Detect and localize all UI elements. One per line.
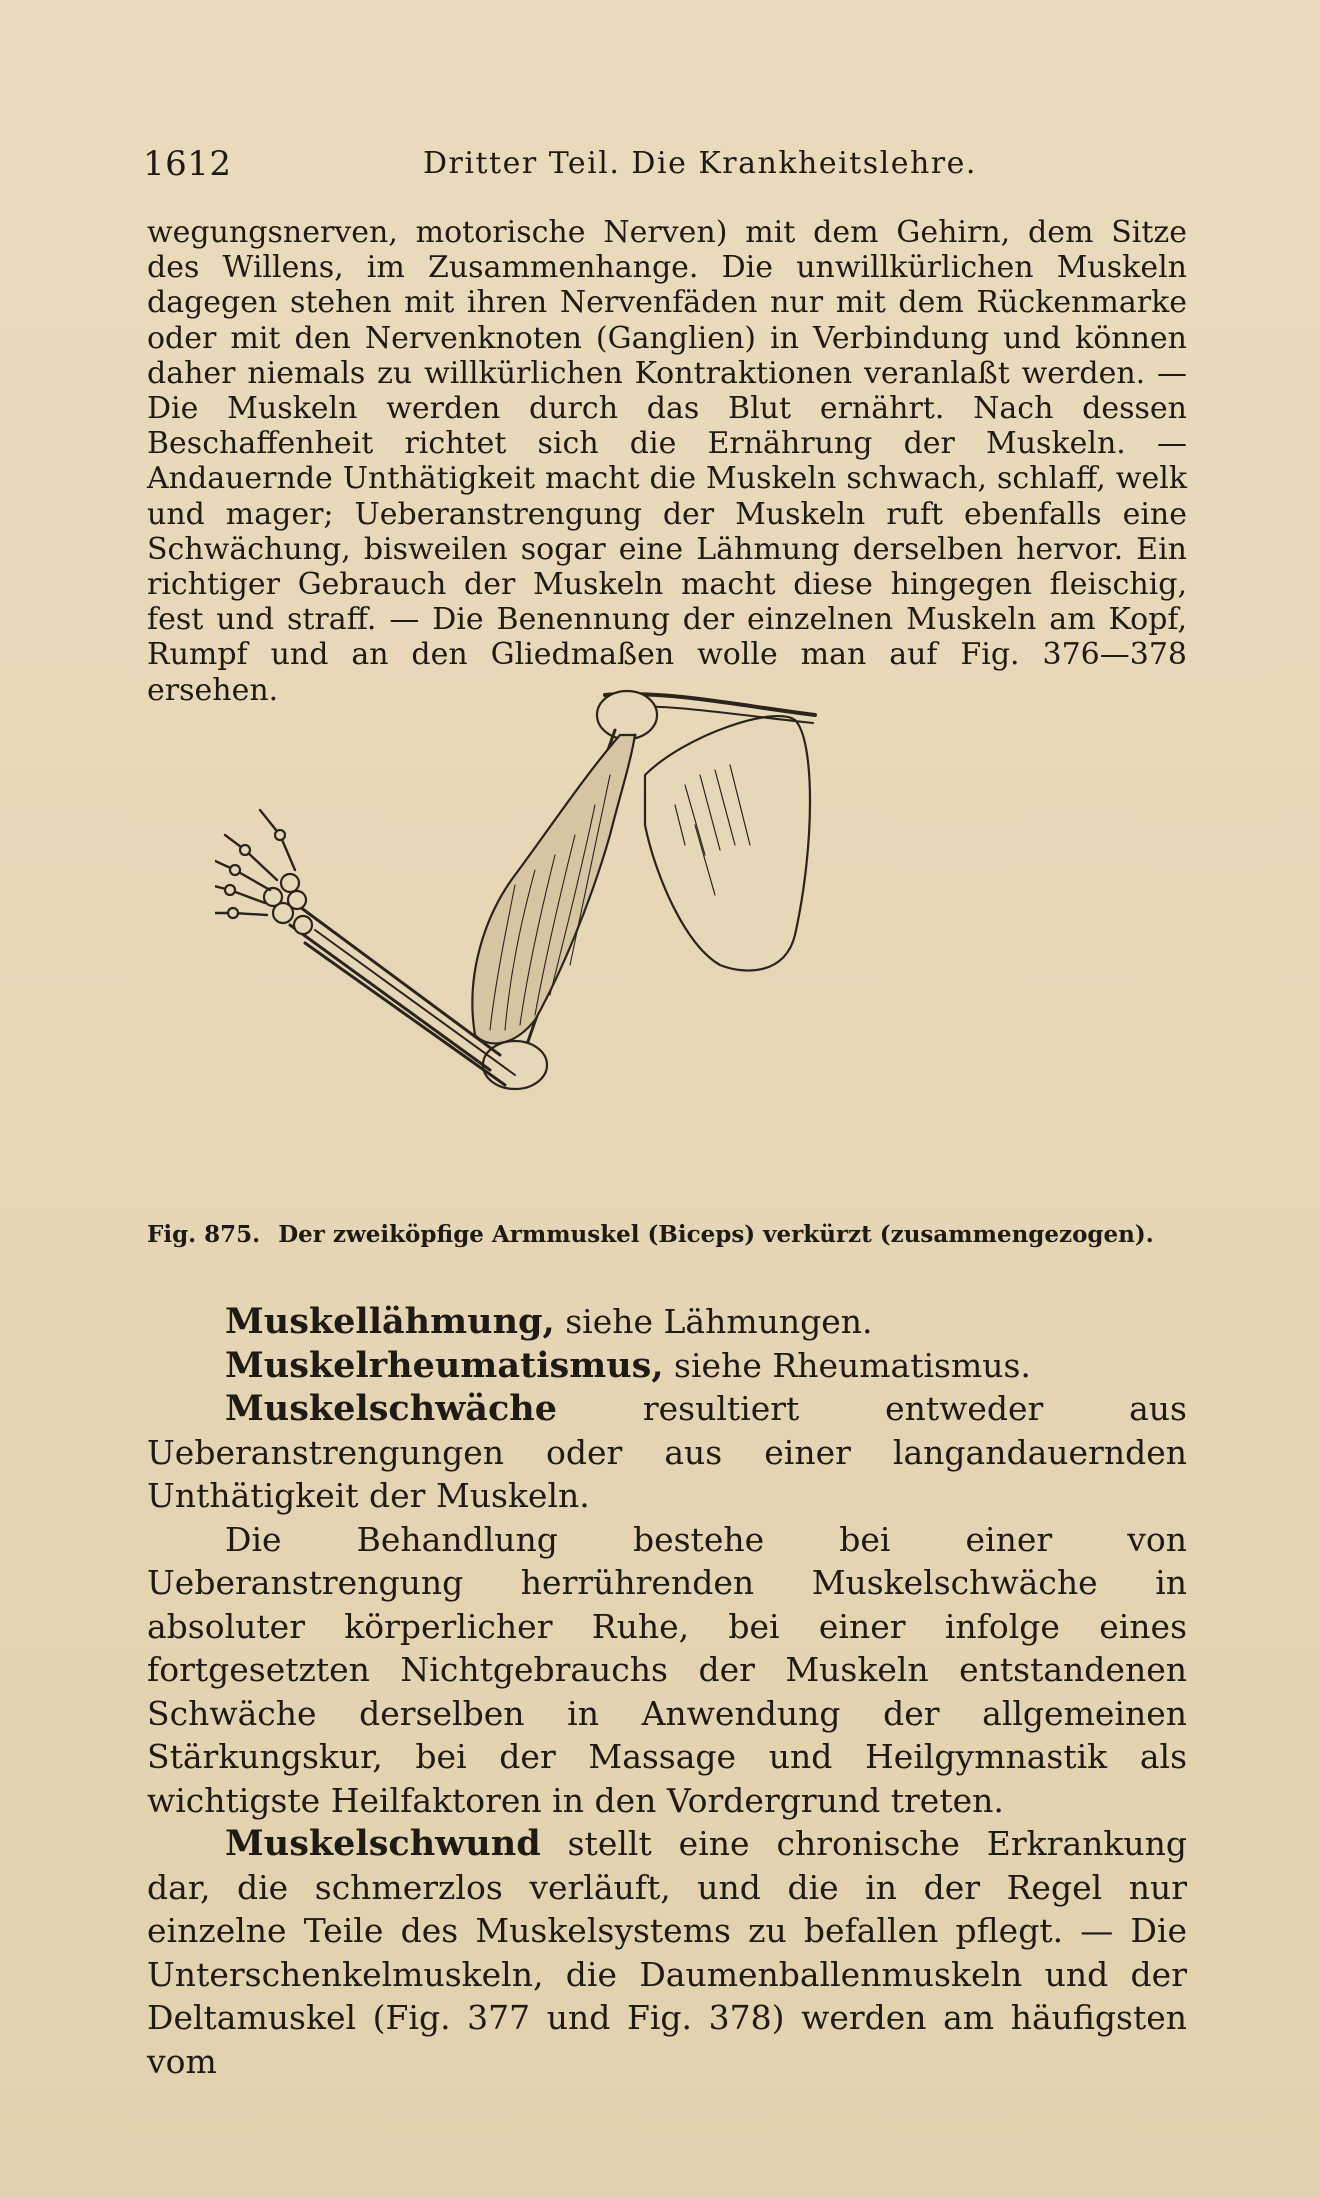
page-number: 1612 bbox=[143, 144, 232, 184]
figure-caption bbox=[147, 1220, 1187, 1250]
entry-head: Muskelrheumatismus, bbox=[225, 1344, 664, 1386]
entry-head: Muskelschwund bbox=[225, 1823, 541, 1864]
biceps-arm-illustration bbox=[215, 675, 1095, 1180]
entry-muskellaehmung bbox=[147, 1300, 1187, 1344]
entry-muskelschwund bbox=[147, 1822, 1187, 2083]
figure-number: Fig. 875. bbox=[147, 1221, 261, 1248]
entry-text: siehe Rheumatismus. bbox=[663, 1345, 1031, 1385]
entry-head: Muskellähmung, bbox=[225, 1301, 555, 1342]
running-title: Dritter Teil. Die Krankheitslehre. bbox=[423, 146, 977, 181]
top-paragraph: wegungsnerven, motorische Nerven) mit dem Gehirn, dem Sitze des Willens, im Zusammenhange. Die unwillkürlichen Muskeln dagegen stehen mit ihren Nervenfäden nur mit dem Rückenmarke oder mit den Nervenknoten (Ganglien) in Verbindung und können daher niemals zu willkürlichen Kontraktionen veranlaßt werden. — Die Muskeln werden durch das Blut ernährt. Nach dessen Beschaffenheit richtet sich die Ernährung der Muskeln. — Andauernde Unthätigkeit macht die Muskeln schwach, schlaff, welk und mager; Ueberanstrengung der Muskeln ruft ebenfalls eine Schwächung, bisweilen sogar eine Lähmung derselben hervor. Ein richtiger Gebrauch der Muskeln macht diese hingegen fleischig, fest und straff. — Die Benennung der einzelnen Muskeln am Kopf, Rumpf und an den Gliedmaßen wolle man auf Fig. 376—378 ersehen. bbox=[147, 215, 1187, 708]
entry-text: stellt eine chronische Erkrankung dar, die schmerzlos verläuft, und die in der Regel nur einzelne Teile des Muskelsystems zu befallen pflegt. — Die Unterschenkelmuskeln, die Daumenballenmuskeln und der Deltamuskel (Fig. 377 und Fig. 378) werden am häufigsten vom bbox=[147, 1824, 1187, 2081]
figure-caption-text: Der zweiköpfige Armmuskel (Biceps) verkürzt (zusammengezogen). bbox=[278, 1221, 1154, 1248]
body-text bbox=[147, 1300, 1187, 2083]
entry-text: siehe Lähmungen. bbox=[554, 1302, 873, 1341]
entry-muskelschwaeche bbox=[147, 1387, 1187, 1518]
entry-head: Muskelschwäche bbox=[225, 1388, 558, 1429]
entry-muskelrheumatismus bbox=[147, 1344, 1187, 1388]
entry-text: resultiert entweder aus Ueberanstrengungen oder aus einer langandauernden Unthätigkeit der Muskeln. bbox=[147, 1389, 1187, 1515]
treatment-paragraph: Die Behandlung bestehe bei einer von Ueberanstrengung herrührenden Muskelschwäche in absoluter körperlicher Ruhe, bei einer infolge eines fortgesetzten Nichtgebrauchs der Muskeln entstandenen Schwäche derselben in Anwendung der allgemeinen Stärkungskur, bei der Massage und Heilgymnastik als wichtigste Heilfaktoren in den Vordergrund treten. bbox=[147, 1519, 1187, 1820]
page-header bbox=[143, 138, 1188, 188]
